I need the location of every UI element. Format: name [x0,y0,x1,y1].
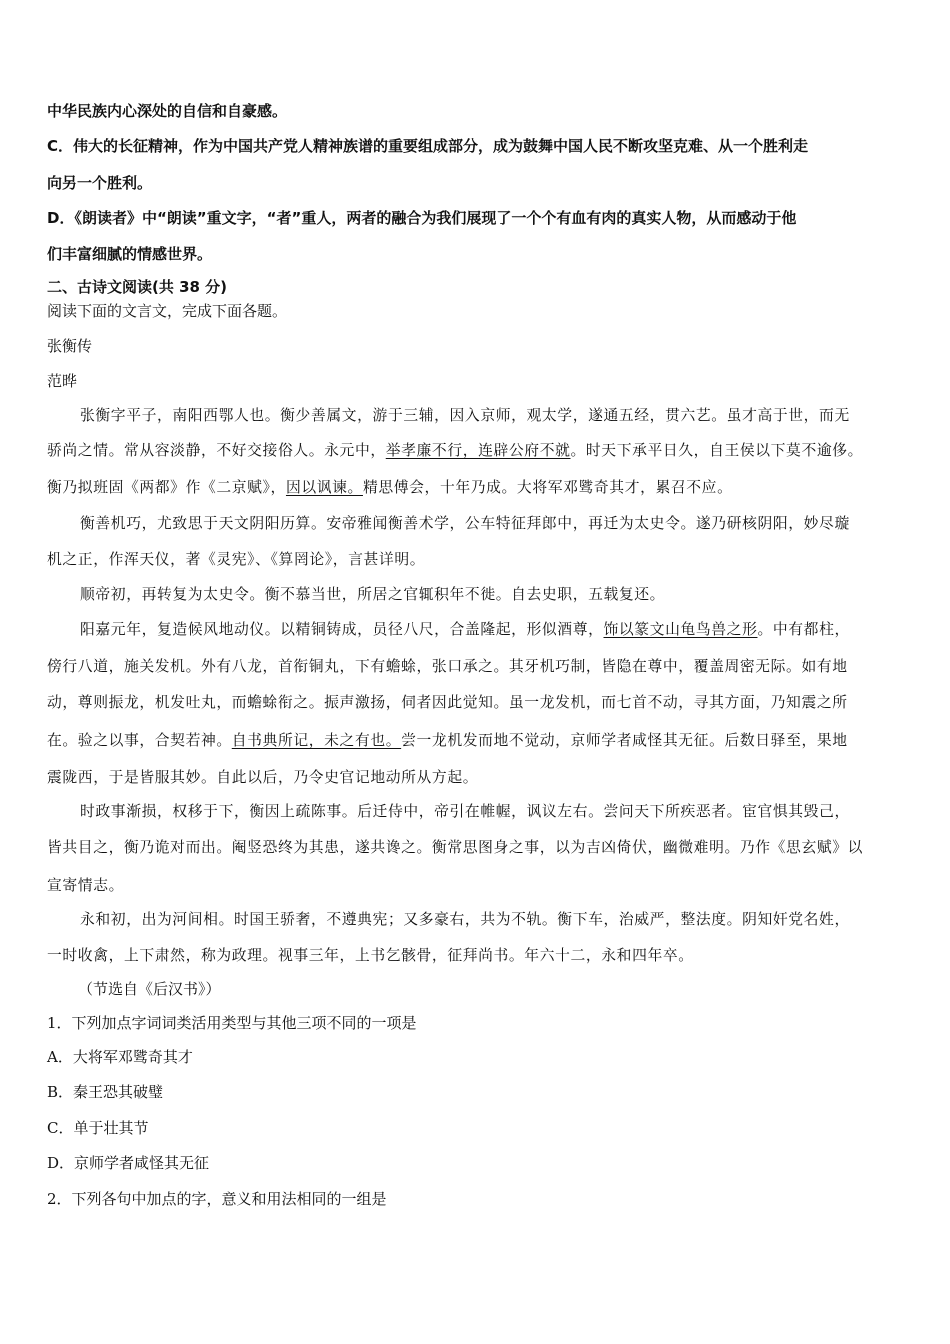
option-c-line2: 向另一个胜利。 [47,174,153,192]
passage-source: （节选自《后汉书》） [78,980,221,998]
passage-line: 张衡字平子，南阳西鄂人也。衡少善属文，游于三辅，因入京师，观太学，遂通五经，贯六艺。虽才高于世，而无 [80,407,850,424]
passage-line: 阳嘉元年，复造候风地动仪。以精铜铸成，员径八尺，合盖隆起，形似酒尊，饰以篆文山龟鸟兽之形。中有都柱， [80,621,850,638]
passage-line: 顺帝初，再转复为太史令。衡不慕当世，所居之官辄积年不徙。自去史职，五载复还。 [80,586,666,603]
question-1-option-b: B．秦王恐其破璧 [47,1083,164,1101]
passage-line: 衡善机巧，尤致思于天文阴阳历算。安帝雅闻衡善术学，公车特征拜郎中，再迁为太史令。遂乃研核阴阳，妙尽璇 [80,515,850,532]
question-1-stem: 1．下列加点字词词类活用类型与其他三项不同的一项是 [47,1014,417,1032]
passage-line: 永和初，出为河间相。时国王骄奢，不遵典宪；又多豪右，共为不轨。衡下车，治威严，整法度。阴知奸党名姓， [80,911,850,928]
section-heading: 二、古诗文阅读(共 38 分) [47,278,228,296]
passage-title: 张衡传 [47,337,93,355]
underlined-phrase: 举孝廉不行，连辟公府不就 [385,442,571,459]
passage-line: 骄尚之情。常从容淡静，不好交接俗人。永元中，举孝廉不行，连辟公府不就。时天下承平日久，自王侯以下莫不逾侈。 [47,442,864,459]
question-1-option-c: C．单于壮其节 [47,1119,149,1137]
passage-line: 傍行八道，施关发机。外有八龙，首衔铜丸，下有蟾蜍，张口承之。其牙机巧制，皆隐在尊中，覆盖周密无际。如有地 [47,658,848,675]
passage-line: 震陇西，于是皆服其妙。自此以后，乃令史官记地动所从方起。 [47,769,479,786]
passage-line: 动，尊则振龙，机发吐丸，而蟾蜍衔之。振声激扬，伺者因此觉知。虽一龙发机，而七首不动，寻其方面，乃知震之所 [47,694,848,711]
option-c-line1: C．伟大的长征精神，作为中国共产党人精神族谱的重要组成部分，成为鼓舞中国人民不断攻坚克难、从一个胜利走 [47,137,809,155]
passage-line: 衡乃拟班固《两都》作《二京赋》，因以讽谏。精思傅会，十年乃成。大将军邓骘奇其才，累召不应。 [47,479,733,496]
option-d-line1: D．《朗读者》中“朗读”重文字，“者”重人，两者的融合为我们展现了一个个有血有肉的真实人物，从而感动于他 [47,209,797,227]
underlined-phrase: 自书典所记，未之有也。 [231,732,402,749]
passage-line: 皆共目之，衡乃诡对而出。阉竖恐终为其患，遂共谗之。衡常思图身之事，以为吉凶倚伏，幽微难明。乃作《思玄赋》以 [47,839,864,856]
section-instruction: 阅读下面的文言文，完成下面各题。 [47,302,288,320]
underlined-phrase: 饰以篆文山龟鸟兽之形 [603,621,758,638]
passage-line: 在。验之以事，合契若神。自书典所记，未之有也。尝一龙机发而地不觉动，京师学者咸怪其无征。后数日驿至，果地 [47,732,848,749]
question-1-option-d: D．京师学者咸怪其无征 [47,1154,210,1172]
passage-line: 时政事渐损，权移于下，衡因上疏陈事。后迁侍中，帝引在帷幄，讽议左右。尝问天下所疾恶者。宦官惧其毁己， [80,803,850,820]
passage-line: 宣寄情志。 [47,877,124,894]
passage-author: 范晔 [47,372,78,390]
question-2-stem: 2．下列各句中加点的字，意义和用法相同的一组是 [47,1190,387,1208]
underlined-phrase: 因以讽谏。 [285,479,363,496]
passage-line: 一时收禽，上下肃然，称为政理。视事三年，上书乞骸骨，征拜尚书。年六十二，永和四年卒。 [47,947,694,964]
option-b-continuation: 中华民族内心深处的自信和自豪感。 [47,102,288,120]
passage-line: 机之正，作浑天仪，著《灵宪》、《算罔论》，言甚详明。 [47,551,426,568]
option-d-line2: 们丰富细腻的情感世界。 [47,245,213,263]
question-1-option-a: A．大将军邓骘奇其才 [47,1048,193,1066]
